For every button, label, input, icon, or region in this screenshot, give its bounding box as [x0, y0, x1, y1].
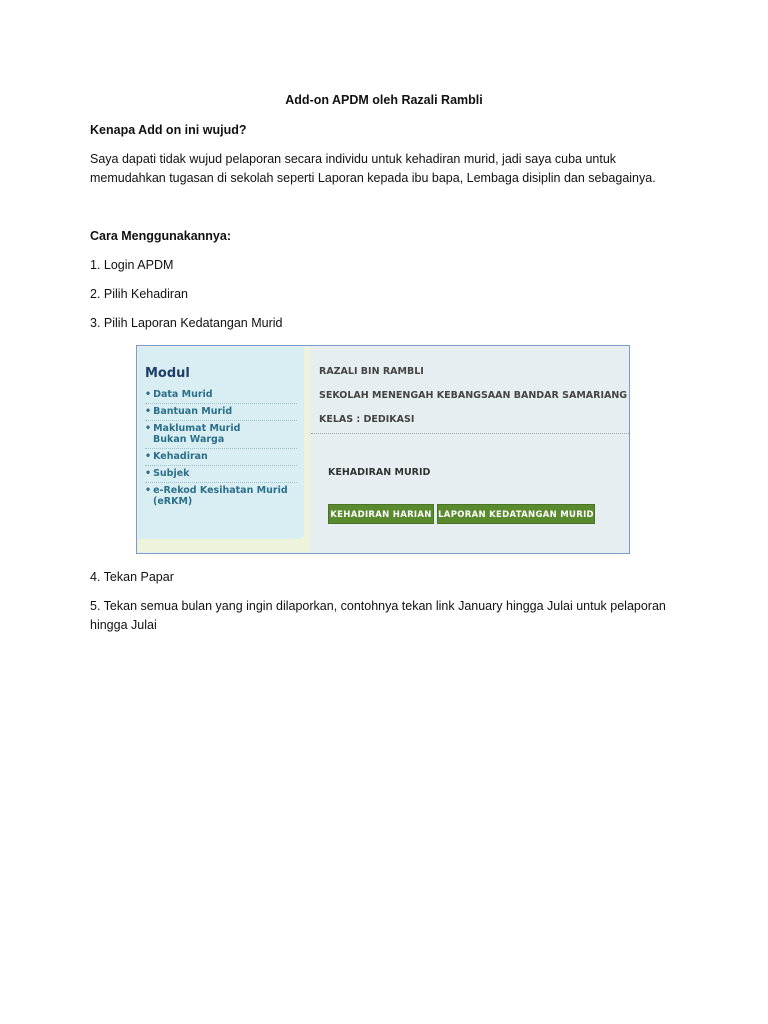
bullet-icon: •	[145, 451, 152, 462]
question-heading: Kenapa Add on ini wujud?	[90, 123, 247, 137]
apdm-screenshot	[136, 345, 630, 554]
usage-heading: Cara Menggunakannya:	[90, 229, 232, 243]
intro-line-1: Saya dapati tidak wujud pelaporan secara individu untuk kehadiran murid, jadi saya cuba untuk	[90, 152, 617, 166]
menu-item-sublabel: Bukan Warga	[153, 434, 225, 445]
step-5-line-1: 5. Tekan semua bulan yang ingin dilaporkan, contohnya tekan link January hingga Julai untuk pelaporan	[90, 599, 666, 613]
menu-item-label: Maklumat Murid	[153, 423, 241, 434]
school-name: SEKOLAH MENENGAH KEBANGSAAN BANDAR SAMARIANG	[319, 390, 628, 401]
document-title: Add-on APDM oleh Razali Rambli	[285, 93, 483, 107]
menu-item-bantuan-murid[interactable]	[145, 403, 297, 420]
menu-item-label: Data Murid	[153, 389, 213, 400]
menu-item-label: Subjek	[153, 468, 190, 479]
step-1: 1. Login APDM	[90, 258, 174, 272]
menu-item-data-murid[interactable]	[145, 387, 297, 403]
menu-item-sublabel: (eRKM)	[153, 496, 193, 507]
menu-item-label: Bantuan Murid	[153, 406, 233, 417]
bullet-icon: •	[145, 485, 152, 496]
module-menu	[145, 387, 297, 510]
sidebar-panel	[138, 347, 304, 539]
menu-item-kehadiran[interactable]	[145, 448, 297, 465]
sidebar-title: Modul	[145, 366, 190, 381]
section-title: KEHADIRAN MURID	[328, 467, 431, 478]
main-panel	[311, 347, 629, 552]
laporan-kedatangan-button[interactable]: LAPORAN KEDATANGAN MURID	[437, 504, 595, 524]
intro-line-2: memudahkan tugasan di sekolah seperti Laporan kepada ibu bapa, Lembaga disiplin dan sebagainya.	[90, 171, 656, 185]
sidebar	[138, 347, 310, 552]
menu-item-erkm[interactable]	[145, 482, 297, 510]
menu-item-subjek[interactable]	[145, 465, 297, 482]
step-4: 4. Tekan Papar	[90, 570, 174, 584]
step-5-line-2: hingga Julai	[90, 618, 157, 632]
kehadiran-harian-button[interactable]: KEHADIRAN HARIAN	[328, 504, 434, 524]
divider	[311, 433, 629, 434]
bullet-icon: •	[145, 406, 152, 417]
user-name: RAZALI BIN RAMBLI	[319, 366, 424, 377]
step-3: 3. Pilih Laporan Kedatangan Murid	[90, 316, 283, 330]
step-2: 2. Pilih Kehadiran	[90, 287, 188, 301]
class-name: KELAS : DEDIKASI	[319, 414, 415, 425]
bullet-icon: •	[145, 389, 152, 400]
menu-item-maklumat-murid[interactable]	[145, 420, 297, 448]
bullet-icon: •	[145, 423, 152, 434]
menu-item-label: e-Rekod Kesihatan Murid	[153, 485, 288, 496]
bullet-icon: •	[145, 468, 152, 479]
menu-item-label: Kehadiran	[153, 451, 208, 462]
